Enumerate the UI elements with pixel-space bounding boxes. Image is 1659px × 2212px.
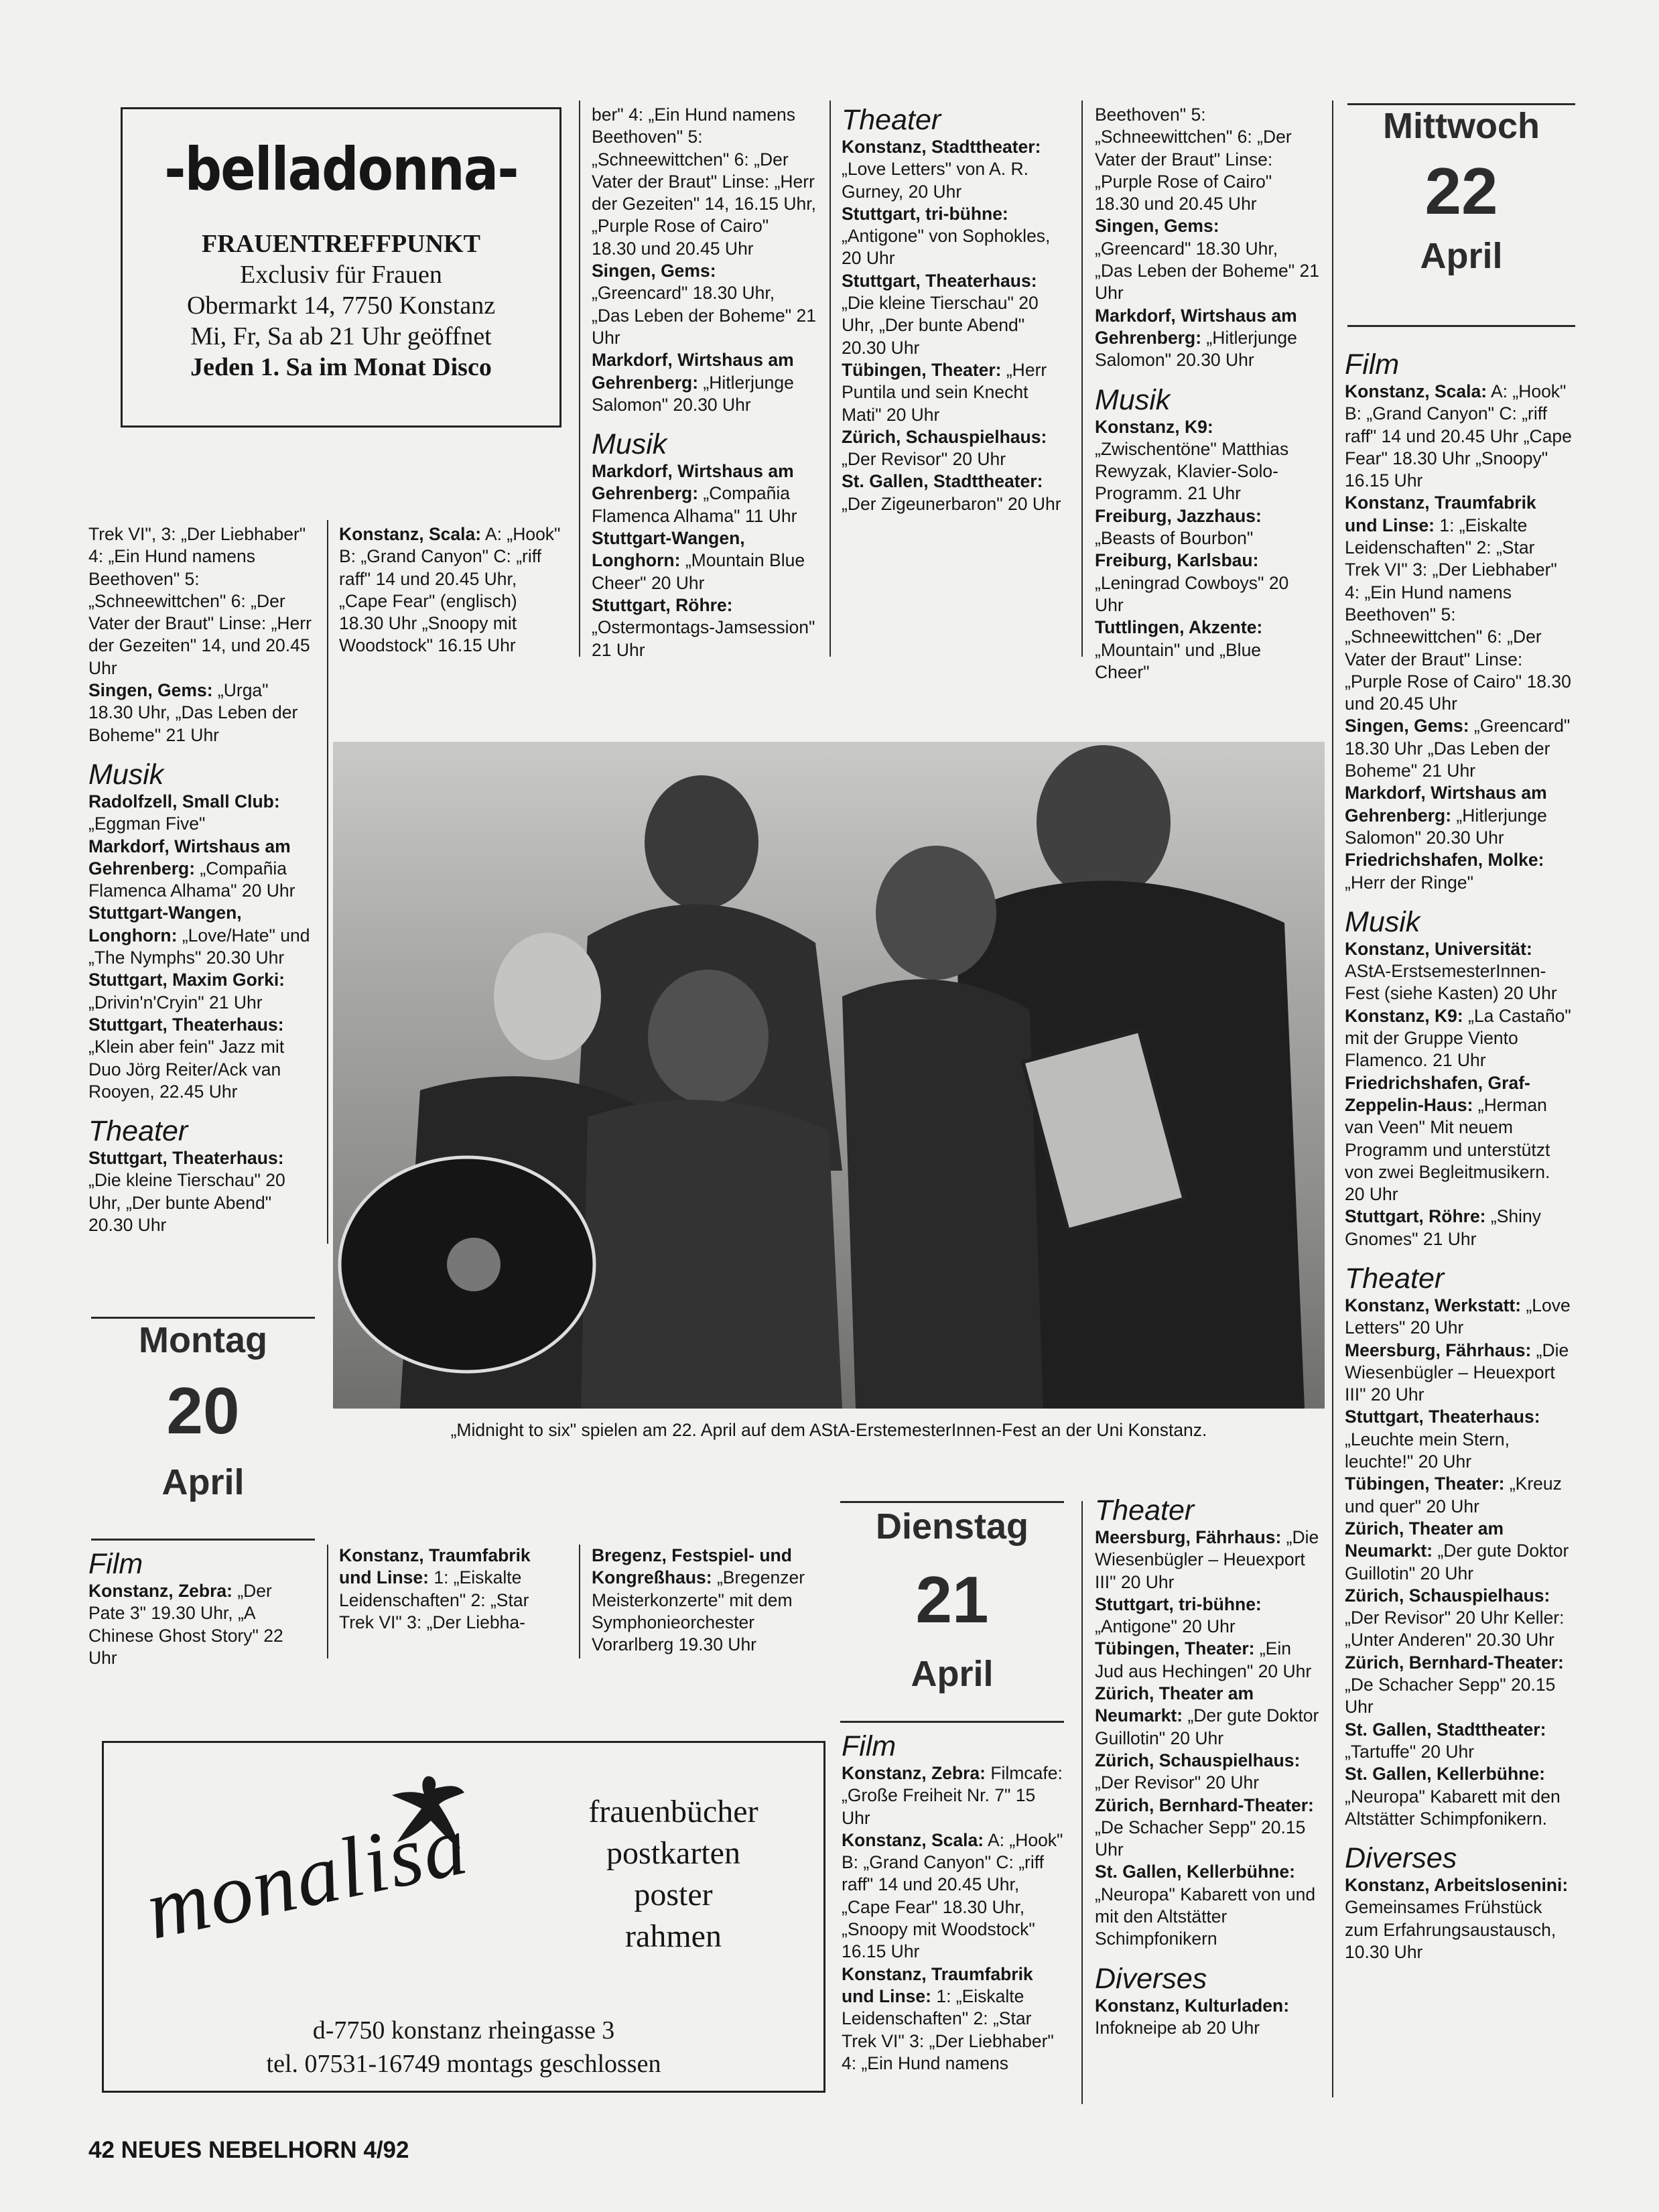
listing-entry bbox=[1345, 1763, 1573, 1830]
event-details: „Greencard" 18.30 Uhr „Das Leben der Boheme" 21 Uhr bbox=[1345, 716, 1571, 781]
listing-entry bbox=[1345, 492, 1573, 715]
listing-entry bbox=[592, 260, 817, 349]
venue-name: Meersburg, Fährhaus: bbox=[1095, 1527, 1282, 1547]
event-details: Infokneipe ab 20 Uhr bbox=[1095, 2017, 1260, 2038]
venue-name: Friedrichshafen, Molke: bbox=[1345, 850, 1544, 870]
venue-name: Tübingen, Theater: bbox=[1095, 1638, 1255, 1659]
event-details: „Tartuffe" 20 Uhr bbox=[1345, 1741, 1475, 1762]
event-details: „Klein aber fein" Jazz mit Duo Jörg Reiter/Ack van Rooyen, 22.45 Uhr bbox=[88, 1037, 285, 1102]
listing-entry bbox=[1345, 1652, 1573, 1719]
listing-column-6 bbox=[1345, 348, 1573, 2104]
venue-name: St. Gallen, Stadttheater: bbox=[842, 471, 1043, 492]
event-details: „Bregenzer Meisterkonzerte" mit dem Symphonieorchester Vorarlberg 19.30 Uhr bbox=[592, 1567, 805, 1655]
event-details: „Neuropa" Kabarett von und mit den Altstätter Schimpfonikern bbox=[1095, 1884, 1316, 1949]
listing-entry bbox=[1095, 305, 1320, 372]
listing-entry bbox=[88, 679, 312, 746]
belladonna-disco: Jeden 1. Sa im Monat Disco bbox=[190, 353, 492, 381]
product-item: poster bbox=[634, 1877, 713, 1912]
venue-name: Konstanz, Scala: bbox=[1345, 381, 1487, 401]
section-heading: Theater bbox=[88, 1115, 188, 1148]
listing-entry bbox=[1095, 616, 1320, 684]
venue-name: Markdorf, Wirtshaus am Gehrenberg: bbox=[1095, 305, 1297, 348]
event-details: „Love Letters" von A. R. Gurney, 20 Uhr bbox=[842, 159, 1028, 202]
venue-name: Konstanz, Traumfabrik und Linse: bbox=[842, 1963, 1033, 2006]
section-heading: Film bbox=[842, 1730, 897, 1762]
listing-column-2-bottom bbox=[339, 1545, 567, 1658]
listing-column-4-bottom bbox=[842, 1730, 1067, 2105]
event-details: „Hitlerjunge Salomon" 20.30 Uhr bbox=[592, 372, 794, 415]
event-details: „Greencard" 18.30 Uhr, „Das Leben der Boheme" 21 Uhr bbox=[1095, 238, 1319, 304]
venue-name: Zürich, Bernhard-Theater: bbox=[1345, 1652, 1564, 1673]
event-details: „Love Letters" 20 Uhr bbox=[1345, 1295, 1571, 1338]
listing-entry bbox=[88, 1014, 312, 1103]
event-details: „Shiny Gnomes" 21 Uhr bbox=[1345, 1206, 1541, 1249]
section-heading: Diverses bbox=[1095, 1962, 1207, 1995]
page-footer: 42 NEUES NEBELHORN 4/92 bbox=[88, 2137, 409, 2163]
venue-name: Zürich, Theater am Neumarkt: bbox=[1095, 1683, 1254, 1726]
event-details: „Urga" 18.30 Uhr, „Das Leben der Boheme" 21 Uhr bbox=[88, 680, 298, 745]
section-heading: Film bbox=[88, 1548, 143, 1580]
column-rule bbox=[327, 1545, 328, 1658]
listing-entry bbox=[88, 969, 312, 1014]
event-details: „Antigone" von Sophokles, 20 Uhr bbox=[842, 226, 1051, 269]
event-details: „Mountain" und „Blue Cheer" bbox=[1095, 639, 1262, 682]
listing-column-4-top bbox=[842, 104, 1065, 546]
event-details: ber" 4: „Ein Hund namens Beethoven" 5: „Schneewittchen" 6: „Der Vater der Braut" Linse: „Herr der Gezeiten" 14, 16.15 Uhr, „Purple Rose of Cairo" 18.30 und 20.45 Uhr bbox=[592, 105, 816, 259]
listing-column-2-top bbox=[339, 523, 563, 657]
venue-name: Bregenz, Festspiel- und Kongreßhaus: bbox=[592, 1545, 792, 1588]
venue-name: Stuttgart, Theaterhaus: bbox=[88, 1148, 284, 1169]
event-details: „Der Revisor" 20 Uhr bbox=[1095, 1772, 1260, 1793]
day-rule bbox=[1347, 103, 1575, 105]
event-details: „Beasts of Bourbon" bbox=[1095, 528, 1254, 549]
venue-name: Tübingen, Theater: bbox=[1345, 1474, 1505, 1494]
event-details: „Leuchte mein Stern, leuchte!" 20 Uhr bbox=[1345, 1429, 1510, 1472]
venue-name: Zürich, Theater am Neumarkt: bbox=[1345, 1518, 1504, 1561]
event-details: „De Schacher Sepp" 20.15 Uhr bbox=[1095, 1817, 1306, 1860]
listing-entry bbox=[842, 470, 1065, 515]
venue-name: Konstanz, Zebra: bbox=[842, 1763, 986, 1783]
event-details: 1: „Eiskalte Leidenschaften" 2: „Star Trek VI" 3: „Der Liebhaber" 4: „Ein Hund namens bbox=[842, 1986, 1054, 2073]
monalisa-product-list bbox=[546, 1791, 801, 1957]
listing-entry bbox=[1095, 549, 1320, 616]
section-heading: Musik bbox=[1345, 905, 1420, 938]
event-details: „Hitlerjunge Salomon" 20.30 Uhr bbox=[1095, 327, 1297, 371]
venue-name: Stuttgart, Theaterhaus: bbox=[842, 270, 1037, 291]
event-details: „Die Wiesenbügler – Heuexport III" 20 Uhr bbox=[1345, 1340, 1569, 1405]
event-details: „Mountain Blue Cheer" 20 Uhr bbox=[592, 550, 805, 593]
venue-name: Zürich, Schauspielhaus: bbox=[842, 426, 1047, 447]
listing-entry bbox=[1345, 1206, 1573, 1250]
day-number: 21 bbox=[915, 1563, 989, 1636]
section-heading: Theater bbox=[1095, 1494, 1195, 1526]
event-details: „Die kleine Tierschau" 20 Uhr, „Der bunte Abend" 20.30 Uhr bbox=[842, 293, 1039, 358]
venue-name: Stuttgart, Theaterhaus: bbox=[88, 1014, 284, 1035]
event-details: „Der Revisor" 20 Uhr bbox=[842, 449, 1006, 470]
listing-column-1-bottom bbox=[88, 1548, 312, 1682]
venue-name: Konstanz, Traumfabrik und Linse: bbox=[1345, 493, 1536, 535]
event-details: „De Schacher Sepp" 20.15 Uhr bbox=[1345, 1675, 1556, 1717]
photo-caption: „Midnight to six" spielen am 22. April auf dem AStA-ErstemesterInnen-Fest an der Uni Konstanz. bbox=[450, 1420, 1207, 1440]
day-rule bbox=[840, 1721, 1064, 1723]
event-details: „Die kleine Tierschau" 20 Uhr, „Der bunte Abend" 20.30 Uhr bbox=[88, 1170, 285, 1236]
venue-name: Freiburg, Karlsbau: bbox=[1095, 550, 1259, 571]
listing-entry bbox=[1095, 1795, 1320, 1862]
listing-entry bbox=[592, 1545, 817, 1656]
venue-name: Tuttlingen, Akzente: bbox=[1095, 617, 1263, 638]
listing-entry bbox=[1345, 715, 1573, 782]
venue-name: Stuttgart, tri-bühne: bbox=[842, 203, 1008, 224]
listing-entry bbox=[1095, 1638, 1320, 1683]
listing-entry bbox=[592, 460, 817, 527]
event-details: „Leningrad Cowboys" 20 Uhr bbox=[1095, 572, 1289, 615]
venue-name: Singen, Gems: bbox=[1345, 716, 1469, 736]
listing-entry bbox=[842, 1829, 1067, 1963]
section-heading: Film bbox=[1345, 348, 1400, 381]
listing-entry bbox=[592, 349, 817, 416]
listing-entry bbox=[88, 1147, 312, 1236]
event-details: „La Castaño" mit der Gruppe Viento Flamenco. 21 Uhr bbox=[1345, 1005, 1571, 1071]
listing-entry bbox=[1345, 1340, 1573, 1407]
venue-name: Meersburg, Fährhaus: bbox=[1345, 1340, 1532, 1360]
event-details: „Die Wiesenbügler – Heuexport III" 20 Uhr bbox=[1095, 1527, 1319, 1592]
listing-entry bbox=[1345, 1874, 1573, 1963]
product-item: frauenbücher bbox=[588, 1794, 758, 1829]
listing-entry bbox=[1345, 938, 1573, 1005]
event-details: „Herr der Ringe" bbox=[1345, 872, 1474, 893]
venue-name: Stuttgart, Röhre: bbox=[1345, 1206, 1486, 1227]
event-details: „Der Revisor" 20 Uhr Keller: „Unter Anderen" 20.30 Uhr bbox=[1345, 1608, 1565, 1650]
day-month: April bbox=[161, 1462, 245, 1502]
listing-entry bbox=[1095, 505, 1320, 550]
event-details: „Eggman Five" bbox=[88, 814, 206, 834]
belladonna-line1: Exclusiv für Frauen bbox=[240, 261, 442, 289]
listing-entry bbox=[1345, 1295, 1573, 1340]
event-details: „Hitlerjunge Salomon" 20.30 Uhr bbox=[1345, 805, 1547, 848]
venue-name: Konstanz, Arbeitslosenini: bbox=[1345, 1875, 1569, 1896]
listing-entry bbox=[1345, 782, 1573, 849]
event-details: Trek VI", 3: „Der Liebhaber" 4: „Ein Hund namens Beethoven" 5: „Schneewittchen" 6: „Der Vater der Braut" Linse: „Herr der Gezeiten" 14, und 20.45 Uhr bbox=[88, 524, 312, 678]
venue-name: St. Gallen, Stadttheater: bbox=[1345, 1719, 1546, 1740]
column-rule bbox=[579, 101, 580, 657]
column-rule bbox=[829, 101, 831, 657]
venue-name: Freiburg, Jazzhaus: bbox=[1095, 505, 1262, 526]
event-details: „Ostermontags-Jamsession" 21 Uhr bbox=[592, 617, 815, 660]
event-details: „Compañia Flamenca Alhama" 11 Uhr bbox=[592, 483, 797, 526]
band-photo-image bbox=[333, 742, 1325, 1409]
listing-entry bbox=[1345, 1072, 1573, 1206]
venue-name: Markdorf, Wirtshaus am Gehrenberg: bbox=[592, 350, 794, 393]
event-details: AStA-ErstsemesterInnen-Fest (siehe Kasten) 20 Uhr bbox=[1345, 961, 1557, 1004]
listing-entry bbox=[842, 1963, 1067, 2075]
listing-entry bbox=[842, 270, 1065, 359]
listing-entry bbox=[1345, 1473, 1573, 1518]
venue-name: Stuttgart, tri-bühne: bbox=[1095, 1593, 1262, 1614]
venue-name: Konstanz, Kulturladen: bbox=[1095, 1995, 1290, 2016]
listing-entry bbox=[1345, 1585, 1573, 1652]
event-details: Gemeinsames Frühstück zum Erfahrungsaustausch, 10.30 Uhr bbox=[1345, 1897, 1556, 1962]
event-details: Filmcafe: „Große Freiheit Nr. 7" 15 Uhr bbox=[842, 1763, 1063, 1828]
event-details: „Drivin'n'Cryin" 21 Uhr bbox=[88, 992, 263, 1013]
day-header-mittwoch bbox=[1347, 106, 1575, 276]
listing-entry bbox=[1095, 1593, 1320, 1638]
event-details: „Kreuz und quer" 20 Uhr bbox=[1345, 1474, 1562, 1516]
column-rule bbox=[1332, 101, 1333, 2097]
listing-entry bbox=[1345, 849, 1573, 894]
venue-name: Konstanz, Traumfabrik und Linse: bbox=[339, 1545, 531, 1588]
listing-entry bbox=[592, 594, 817, 661]
listing-entry bbox=[88, 791, 312, 836]
listing-column-1 bbox=[88, 523, 312, 1254]
day-rule bbox=[91, 1539, 315, 1541]
venue-name: Konstanz, Stadttheater: bbox=[842, 137, 1041, 157]
band-photo bbox=[333, 742, 1325, 1409]
venue-name: Singen, Gems: bbox=[592, 261, 716, 281]
venue-name: Stuttgart-Wangen, Longhorn: bbox=[88, 903, 242, 946]
event-details: „Zwischentöne" Matthias Rewyzak, Klavier-Solo-Programm. 21 Uhr bbox=[1095, 438, 1289, 504]
listing-entry bbox=[1345, 381, 1573, 492]
event-details: „Greencard" 18.30 Uhr, „Das Leben der Boheme" 21 Uhr bbox=[592, 283, 816, 348]
venue-name: St. Gallen, Kellerbühne: bbox=[1095, 1862, 1295, 1882]
listing-entry bbox=[842, 136, 1065, 203]
event-details: Beethoven" 5: „Schneewittchen" 6: „Der Vater der Braut" Linse: „Purple Rose of Cairo" 18.30 und 20.45 Uhr bbox=[1095, 105, 1292, 214]
event-details: „Der gute Doktor Guillotin" 20 Uhr bbox=[1095, 1705, 1319, 1748]
listing-entry bbox=[1345, 1406, 1573, 1473]
day-header-dienstag bbox=[840, 1506, 1064, 1694]
listing-entry bbox=[88, 902, 312, 969]
section-heading: Diverses bbox=[1345, 1842, 1457, 1875]
venue-name: Konstanz, Universität: bbox=[1345, 938, 1532, 959]
product-item: rahmen bbox=[625, 1918, 722, 1954]
listing-entry bbox=[1095, 1683, 1320, 1750]
listing-entry bbox=[1095, 1750, 1320, 1795]
column-rule bbox=[1081, 101, 1083, 657]
venue-name: St. Gallen, Kellerbühne: bbox=[1345, 1764, 1545, 1784]
listing-column-3-bottom bbox=[592, 1545, 817, 1658]
venue-name: Konstanz, Scala: bbox=[339, 524, 482, 544]
listing-entry bbox=[88, 836, 312, 903]
event-details: „Herr Puntila und sein Knecht Mati" 20 Uhr bbox=[842, 359, 1047, 425]
event-details: „Love/Hate" und „The Nymphs" 20.30 Uhr bbox=[88, 925, 310, 968]
venue-name: Stuttgart, Maxim Gorki: bbox=[88, 970, 285, 990]
listing-entry bbox=[1345, 1005, 1573, 1072]
venue-name: Stuttgart, Theaterhaus: bbox=[1345, 1407, 1540, 1427]
listing-entry bbox=[88, 1580, 312, 1669]
venue-name: Stuttgart, Röhre: bbox=[592, 594, 733, 615]
monalisa-address: d-7750 konstanz rheingasse 3 bbox=[312, 2016, 615, 2044]
day-name: Mittwoch bbox=[1383, 106, 1540, 146]
venue-name: Markdorf, Wirtshaus am Gehrenberg: bbox=[88, 836, 291, 879]
venue-name: Zürich, Schauspielhaus: bbox=[1095, 1750, 1301, 1770]
venue-name: Zürich, Schauspielhaus: bbox=[1345, 1585, 1550, 1606]
event-details: „Compañia Flamenca Alhama" 20 Uhr bbox=[88, 858, 295, 901]
listing-entry bbox=[842, 359, 1065, 426]
section-heading: Musik bbox=[88, 758, 164, 791]
day-header-montag bbox=[91, 1320, 315, 1502]
venue-name: Konstanz, K9: bbox=[1345, 1005, 1463, 1026]
day-month: April bbox=[1420, 236, 1503, 276]
belladonna-hours: Mi, Fr, Sa ab 21 Uhr geöffnet bbox=[190, 322, 492, 350]
event-details: „Neuropa" Kabarett mit den Altstätter Schimpfonikern. bbox=[1345, 1786, 1561, 1829]
listing-entry bbox=[1095, 416, 1320, 505]
event-details: A: „Hook" B: „Grand Canyon" C: „riff raff" 14 und 20.45 Uhr, „Cape Fear" 18.30 Uhr, „Snoopy mit Woodstock" 16.15 Uhr bbox=[842, 1829, 1063, 1962]
listing-entry bbox=[88, 523, 312, 679]
listing-entry bbox=[842, 426, 1065, 471]
listing-entry bbox=[339, 523, 563, 657]
venue-name: Zürich, Bernhard-Theater: bbox=[1095, 1795, 1314, 1815]
listing-entry bbox=[339, 1545, 567, 1634]
belladonna-address: Obermarkt 14, 7750 Konstanz bbox=[186, 291, 496, 320]
product-item: postkarten bbox=[606, 1835, 740, 1871]
section-heading: Theater bbox=[842, 104, 941, 136]
event-details: „Der gute Doktor Guillotin" 20 Uhr bbox=[1345, 1541, 1569, 1583]
day-name: Dienstag bbox=[875, 1506, 1029, 1547]
belladonna-subtitle: FRAUENTREFFPUNKT bbox=[202, 230, 480, 258]
listing-entry bbox=[842, 1762, 1067, 1829]
listing-column-5-top bbox=[1095, 104, 1320, 682]
event-details: „Der Pate 3" 19.30 Uhr, „A Chinese Ghost Story" 22 Uhr bbox=[88, 1581, 283, 1668]
monalisa-logo: monalisa bbox=[137, 1797, 476, 1957]
section-heading: Theater bbox=[1345, 1262, 1445, 1295]
section-heading: Musik bbox=[1095, 383, 1171, 416]
venue-name: Singen, Gems: bbox=[88, 680, 213, 701]
venue-name: Konstanz, Werkstatt: bbox=[1345, 1295, 1522, 1315]
column-rule bbox=[579, 1545, 580, 1658]
monalisa-ad bbox=[102, 1741, 825, 2093]
venue-name: Konstanz, Zebra: bbox=[88, 1581, 233, 1601]
listing-entry bbox=[1095, 1861, 1320, 1950]
venue-name: Stuttgart-Wangen, Longhorn: bbox=[592, 528, 745, 571]
event-details: A: „Hook" B: „Grand Canyon" C: „riff raff" 14 und 20.45 Uhr, „Cape Fear" (englisch) 18.30 Uhr „Snoopy mit Woodstock" 16.15 Uhr bbox=[339, 524, 561, 656]
listing-column-3-top bbox=[592, 104, 817, 660]
event-details: 1: „Eiskalte Leidenschaften" 2: „Star Trek VI" 3: „Der Liebhaber" 4: „Ein Hund namens Beethoven" 5: „Schneewittchen" 6: „Der Vater der Braut" Linse: „Purple Rose of Cairo" 18.30 und 20.45 Uhr bbox=[1345, 515, 1571, 714]
monalisa-phone: tel. 07531-16749 montags geschlossen bbox=[266, 2050, 661, 2078]
listing-entry bbox=[1095, 215, 1320, 304]
column-rule bbox=[1081, 1501, 1083, 2104]
event-details: „Der Zigeunerbaron" 20 Uhr bbox=[842, 493, 1061, 514]
listing-entry bbox=[1345, 1518, 1573, 1585]
listing-entry bbox=[592, 104, 817, 260]
listing-entry bbox=[1095, 1995, 1320, 2040]
venue-name: Radolfzell, Small Club: bbox=[88, 791, 280, 811]
venue-name: Markdorf, Wirtshaus am Gehrenberg: bbox=[592, 461, 794, 504]
listing-entry bbox=[1095, 1526, 1320, 1593]
event-details: „Ein Jud aus Hechingen" 20 Uhr bbox=[1095, 1638, 1312, 1681]
column-rule bbox=[327, 520, 328, 1244]
listing-entry bbox=[592, 527, 817, 594]
day-month: April bbox=[911, 1654, 994, 1694]
venue-name: Tübingen, Theater: bbox=[842, 359, 1002, 380]
listing-entry bbox=[1345, 1719, 1573, 1764]
event-details: 1: „Eiskalte Leidenschaften" 2: „Star Trek VI" 3: „Der Liebha- bbox=[339, 1567, 529, 1632]
event-details: „Antigone" 20 Uhr bbox=[1095, 1616, 1236, 1637]
listing-entry bbox=[1095, 104, 1320, 215]
day-number: 20 bbox=[166, 1374, 240, 1447]
day-rule bbox=[91, 1317, 315, 1319]
day-number: 22 bbox=[1424, 154, 1498, 228]
listing-column-5-bottom bbox=[1095, 1494, 1320, 2097]
day-name: Montag bbox=[139, 1320, 267, 1360]
venue-name: Singen, Gems: bbox=[1095, 216, 1219, 237]
event-details: „Herman van Veen" Mit neuem Programm und unterstützt von zwei Begleitmusikern. 20 Uhr bbox=[1345, 1094, 1550, 1205]
belladonna-ad bbox=[121, 107, 561, 428]
day-rule bbox=[1347, 325, 1575, 327]
section-heading: Musik bbox=[592, 428, 667, 461]
event-details: A: „Hook" B: „Grand Canyon" C: „riff raff" 14 und 20.45 Uhr „Cape Fear" 18.30 Uhr „Snoopy" 16.15 Uhr bbox=[1345, 381, 1572, 491]
belladonna-logo: -belladonna- bbox=[164, 135, 518, 204]
listing-entry bbox=[842, 203, 1065, 270]
day-rule bbox=[840, 1501, 1064, 1503]
venue-name: Markdorf, Wirtshaus am Gehrenberg: bbox=[1345, 783, 1547, 826]
venue-name: Konstanz, Scala: bbox=[842, 1829, 984, 1850]
venue-name: Friedrichshafen, Graf-Zeppelin-Haus: bbox=[1345, 1072, 1530, 1115]
venue-name: Konstanz, K9: bbox=[1095, 416, 1213, 437]
